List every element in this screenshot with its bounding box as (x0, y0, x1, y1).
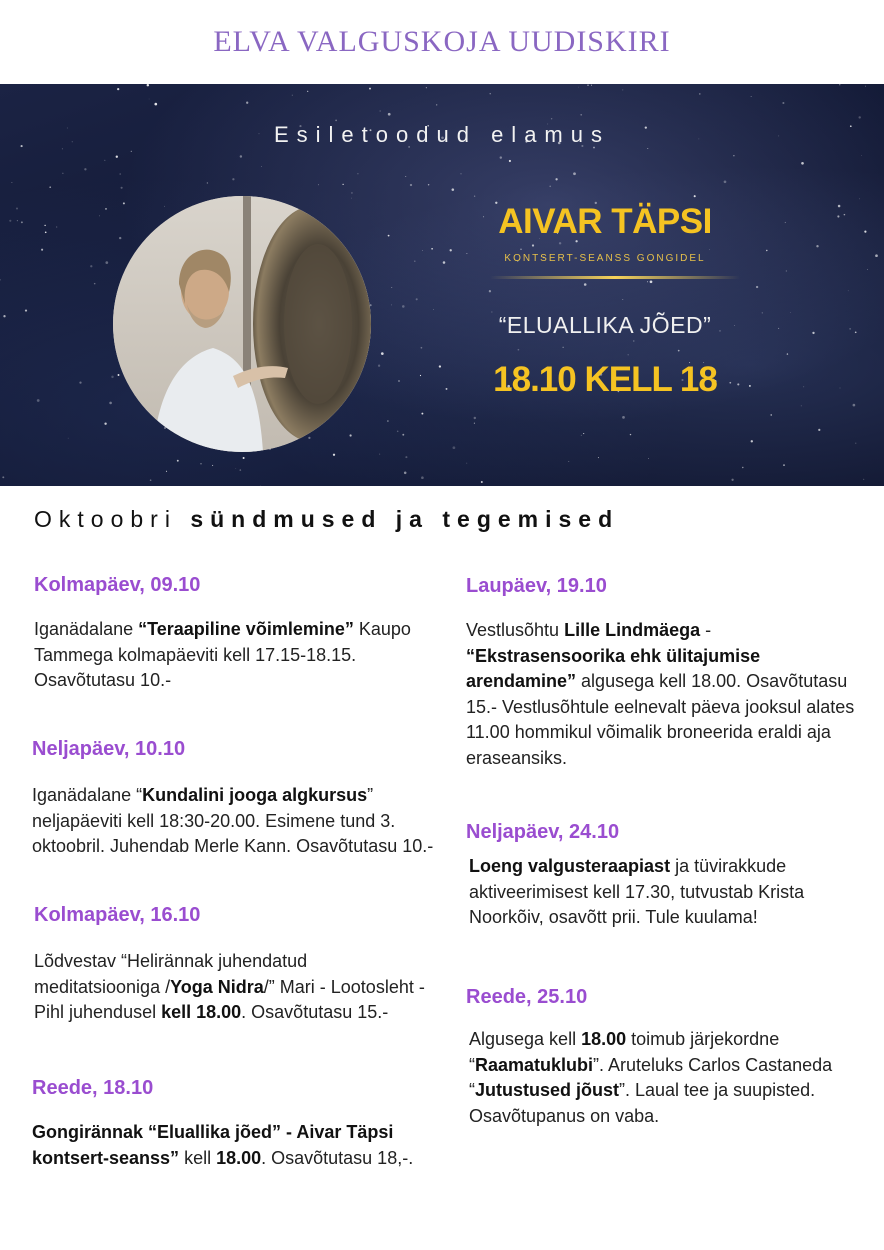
star (9, 220, 11, 222)
star (62, 149, 63, 150)
star (350, 434, 352, 436)
star (848, 290, 849, 291)
featured-event-banner (0, 84, 884, 486)
glow-divider (490, 276, 740, 279)
star (212, 465, 213, 466)
star (149, 99, 150, 100)
star (117, 88, 119, 90)
star (622, 416, 625, 419)
star (131, 151, 132, 152)
star (177, 460, 179, 462)
star (520, 249, 521, 250)
event-datetime: 18.10 KELL 18 (493, 360, 717, 399)
star (41, 249, 43, 251)
event-description: Gongirännak “Eluallika jõed” - Aivar Täpsi kontsert-seanss” kell 18.00. Osavõtutasu 18,-. (32, 1122, 414, 1168)
star (490, 93, 491, 94)
star (875, 254, 878, 257)
star (387, 420, 389, 422)
star (119, 237, 121, 239)
star (837, 215, 839, 217)
star (391, 305, 392, 306)
event-kolmapaev-1610 (34, 904, 429, 1026)
performer-photo (113, 196, 371, 452)
star (45, 231, 47, 233)
event-description: Vestlusõhtu Lille Lindmäega - “Ekstrasensoorika ehk ülitajumise arendamine” algusega kell 18.00. Osavõtutasu 15.- Vestlusõhtule eelnevalt päeva jooksul alates 11.00 hommikul võimalik broneerida eraldi aja eraseansiks. (466, 620, 855, 768)
section-heading (34, 506, 619, 533)
star (731, 479, 733, 481)
star (855, 443, 856, 444)
featured-label: Esiletoodud elamus (273, 122, 610, 147)
event-date: Laupäev, 19.10 (466, 575, 607, 597)
section-heading-bold: sündmused ja tegemised (190, 506, 620, 532)
star (518, 349, 520, 351)
star (235, 468, 236, 469)
star (421, 476, 424, 479)
event-reede-1810 (32, 1077, 432, 1171)
star (450, 249, 452, 251)
star (351, 198, 352, 199)
star (292, 95, 293, 96)
star (0, 279, 1, 281)
star (648, 458, 649, 459)
star (240, 469, 242, 471)
star (583, 433, 584, 434)
star (778, 328, 779, 329)
star (56, 226, 57, 227)
star (699, 93, 701, 95)
star (147, 84, 149, 86)
star (109, 402, 112, 405)
star (150, 479, 152, 481)
star (421, 347, 423, 349)
star (105, 208, 107, 210)
star (90, 265, 92, 267)
star (581, 435, 582, 436)
star (466, 463, 467, 464)
star (388, 235, 390, 237)
star (785, 222, 786, 223)
event-date: Neljapäev, 10.10 (32, 738, 186, 760)
star (584, 283, 587, 286)
section-heading-light: Oktoobri (34, 506, 177, 532)
star (433, 309, 434, 310)
star (118, 374, 120, 376)
star (308, 437, 310, 439)
star (426, 87, 427, 88)
star (461, 173, 462, 174)
star (858, 116, 860, 118)
star (812, 332, 814, 334)
star (318, 184, 319, 185)
star (62, 173, 63, 174)
star (402, 305, 405, 308)
star (398, 380, 399, 381)
star (405, 456, 407, 458)
star (391, 287, 392, 288)
star (200, 463, 201, 464)
star (443, 261, 446, 264)
star (863, 479, 864, 480)
event-reede-2510 (466, 986, 871, 1129)
star (762, 312, 763, 313)
event-date: Reede, 25.10 (466, 986, 588, 1008)
star (243, 457, 245, 459)
star (416, 298, 418, 300)
performer-subtitle: KONTSERT-SEANSS GONGIDEL (504, 253, 706, 264)
star (844, 214, 846, 216)
star (770, 414, 771, 415)
star (568, 461, 569, 462)
star (17, 220, 18, 221)
star (630, 434, 631, 435)
star (232, 178, 234, 180)
star (379, 454, 380, 455)
star (44, 225, 45, 226)
star (481, 481, 483, 483)
star (650, 280, 653, 283)
star (622, 89, 623, 90)
event-neljapaev-2410 (466, 821, 866, 931)
star (598, 457, 599, 458)
star (838, 205, 841, 208)
star (474, 196, 475, 197)
star (84, 168, 86, 170)
star (509, 160, 511, 162)
star (551, 118, 552, 119)
star (787, 353, 788, 354)
star (647, 281, 648, 282)
event-title: “ELUALLIKA JÕED” (498, 312, 712, 338)
star (3, 315, 5, 317)
star (333, 454, 335, 456)
star (410, 184, 412, 186)
star (474, 423, 475, 424)
star (380, 111, 381, 112)
gong-player-image (113, 196, 371, 452)
star (766, 250, 767, 251)
star (859, 198, 860, 199)
star (783, 464, 784, 465)
event-kolmapaev-0910 (34, 574, 439, 694)
star (865, 86, 866, 87)
star (37, 399, 40, 402)
star (867, 269, 868, 270)
star (357, 173, 358, 174)
star (11, 182, 12, 183)
star (840, 388, 841, 389)
star (105, 261, 108, 264)
star (578, 87, 579, 88)
star (694, 195, 696, 197)
star (123, 202, 125, 204)
star (855, 331, 857, 333)
star (431, 248, 433, 250)
event-description: Iganädalane “Kundalini jooga algkursus” neljapäeviti kell 18:30-20.00. Esimene tund 3. oktoobril. Juhendab Merle Kann. Osavõtutasu 10.- (32, 785, 434, 856)
event-description: Algusega kell 18.00 toimub järjekordne “Raamatuklubi”. Aruteluks Carlos Castaneda “Jutustused jõust”. Laual tee ja suupisted. Osavõtupanus on vaba. (469, 1029, 833, 1126)
star (790, 312, 791, 313)
star (647, 148, 648, 149)
star (803, 386, 804, 387)
star (587, 84, 589, 86)
event-date: Kolmapäev, 09.10 (34, 574, 201, 596)
star (378, 365, 380, 367)
star (381, 352, 384, 355)
star (742, 467, 743, 468)
star (591, 85, 592, 86)
star (563, 347, 564, 348)
event-description: Lõdvestav “Helirännak juhendatud meditatsiooniga /Yoga Nidra/” Mari - Lootosleht - Pihl juhendusel kell 18.00. Osavõtutasu 15.- (34, 951, 425, 1022)
star (801, 406, 802, 407)
star (751, 96, 752, 97)
star (573, 172, 576, 175)
star (622, 299, 623, 300)
star (555, 178, 557, 180)
star (420, 375, 421, 376)
star (421, 413, 423, 415)
star (422, 250, 423, 251)
star (580, 114, 582, 116)
star (428, 184, 429, 185)
star (351, 192, 353, 194)
star (782, 102, 784, 104)
star (369, 88, 371, 90)
star (21, 221, 23, 223)
event-neljapaev-1010 (32, 738, 442, 860)
star (709, 249, 710, 250)
star (404, 472, 407, 475)
star (240, 155, 242, 157)
star (79, 381, 81, 383)
star (801, 162, 804, 165)
star (446, 388, 448, 390)
star (94, 283, 96, 285)
star (370, 304, 372, 306)
star (119, 173, 121, 175)
star (436, 104, 437, 105)
star (786, 270, 787, 271)
star (628, 355, 629, 356)
star (16, 208, 18, 210)
star (25, 310, 27, 312)
star (474, 417, 476, 419)
star (342, 184, 343, 185)
star (307, 91, 308, 92)
event-date: Neljapäev, 24.10 (466, 821, 620, 843)
star (733, 155, 734, 156)
star (489, 290, 491, 292)
star (500, 156, 502, 158)
star (633, 340, 634, 341)
star (559, 242, 561, 244)
star (68, 438, 69, 439)
star (532, 244, 534, 246)
star (104, 423, 106, 425)
newsletter-title: ELVA VALGUSKOJA UUDISKIRI (213, 25, 671, 58)
star (154, 103, 157, 106)
star (402, 434, 404, 436)
star (397, 431, 399, 433)
star (260, 485, 261, 486)
star (818, 429, 820, 431)
star (388, 113, 391, 116)
event-date: Kolmapäev, 16.10 (34, 904, 201, 926)
star (751, 440, 753, 442)
star (549, 186, 551, 188)
star (99, 215, 100, 216)
star (466, 253, 467, 254)
star (111, 376, 113, 378)
star (861, 155, 862, 156)
star (104, 160, 105, 161)
star (414, 260, 415, 261)
star (849, 328, 850, 329)
star (116, 156, 118, 158)
star (816, 245, 818, 247)
star (2, 476, 4, 478)
star (49, 186, 51, 188)
event-date: Reede, 18.10 (32, 1077, 154, 1099)
star (405, 176, 406, 177)
star (166, 471, 167, 472)
star (207, 182, 208, 183)
star (452, 188, 455, 191)
star (261, 166, 262, 167)
performer-name: AIVAR TÄPSI (498, 202, 712, 241)
star (839, 84, 840, 85)
star (853, 404, 856, 407)
star (864, 231, 866, 233)
star (756, 286, 758, 288)
star (164, 206, 165, 207)
star (453, 446, 456, 449)
event-laupaev-1910 (466, 575, 861, 771)
star (724, 180, 727, 183)
star (246, 102, 248, 104)
event-description: Loeng valgusteraapiast ja tüvirakkude aktiveerimisest kell 17.30, tutvustab Krista Noorkõiv, osavõtt prii. Tule kuulama! (469, 856, 805, 927)
event-description: Iganädalane “Teraapiline võimlemine” Kaupo Tammega kolmapäeviti kell 17.15-18.15. Osavõtutasu 10.- (34, 619, 411, 690)
star (335, 120, 337, 122)
star (439, 365, 441, 367)
star (678, 350, 680, 352)
star (121, 187, 123, 189)
